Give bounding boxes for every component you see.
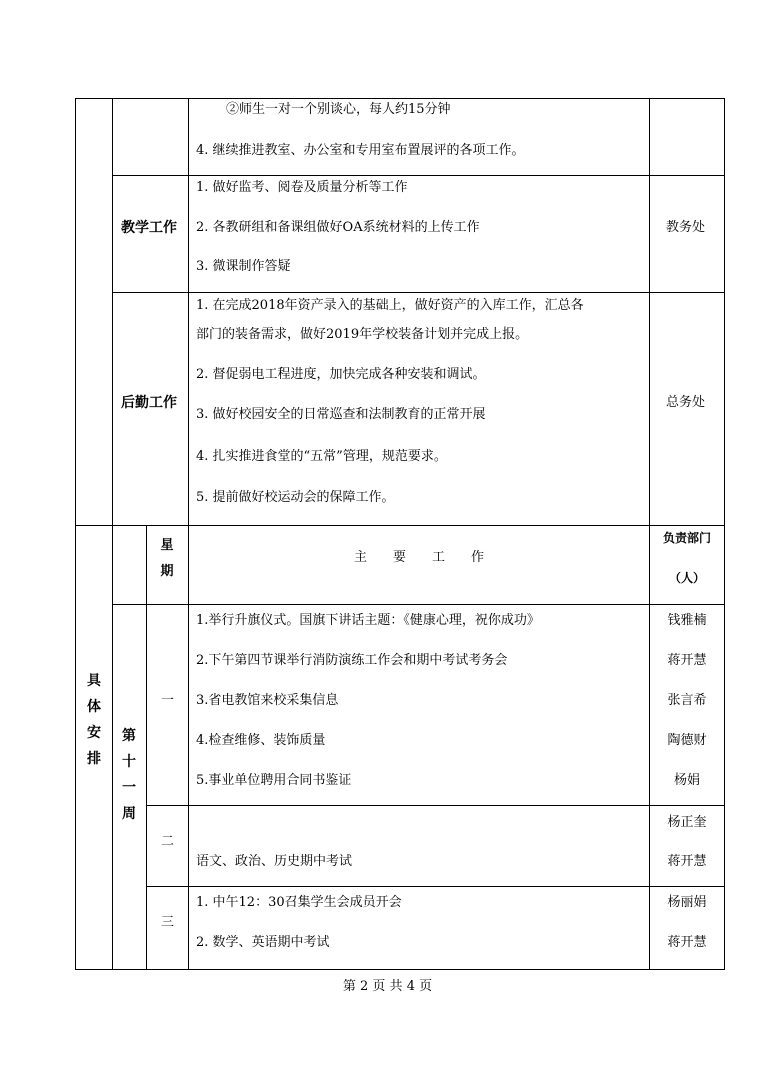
day1-item-1: 1.举行升旗仪式。国旗下讲话主题：《健康心理，祝你成功》 <box>196 613 540 628</box>
teaching-item-1: 1. 做好监考、阅卷及质量分析等工作 <box>196 180 408 195</box>
day1-person-4: 陶德财 <box>667 733 707 748</box>
day-label: 二 <box>160 834 174 849</box>
day-label: 一 <box>160 693 174 708</box>
header-main-work: 主 要 工 作 <box>353 550 484 565</box>
logistics-item-3: 3. 做好校园安全的日常巡查和法制教育的正常开展 <box>196 407 486 422</box>
day1-person-1: 钱雅楠 <box>667 613 707 628</box>
continued-item-1: ②师生一对一个别谈心，每人约15分钟 <box>226 102 451 117</box>
day1-item-4: 4.检查维修、装饰质量 <box>196 733 326 748</box>
continued-item-2: 4. 继续推进教室、办公室和专用室布置展评的各项工作。 <box>196 143 525 158</box>
day2-person-1: 杨正奎 <box>667 815 707 830</box>
section-label-char: 排 <box>87 751 101 767</box>
day1-person-2: 蒋开慧 <box>667 653 707 668</box>
day2-item-1: 语文、政治、历史期中考试 <box>196 854 353 869</box>
week-label-char: 一 <box>122 780 136 796</box>
week-label <box>115 728 143 832</box>
header-dept-line1: 负责部门 <box>662 531 711 545</box>
teaching-item-2: 2. 各教研组和备课组做好OA系统材料的上传工作 <box>196 220 480 235</box>
day1-person-5: 杨娟 <box>673 773 700 788</box>
header-weekday <box>150 538 184 590</box>
day2-person-2: 蒋开慧 <box>667 854 707 869</box>
day-label: 三 <box>160 915 174 930</box>
day3-person-1: 杨丽娟 <box>667 895 707 910</box>
category-logistics: 后勤工作 <box>121 395 177 411</box>
header-dept-line2: （人） <box>668 571 705 585</box>
dept-teaching: 教务处 <box>666 220 706 235</box>
header-weekday-char: 期 <box>160 564 174 579</box>
header-weekday-char: 星 <box>160 538 174 553</box>
day3-item-1: 1. 中午12：30召集学生会成员开会 <box>196 895 402 910</box>
category-teaching: 教学工作 <box>121 220 177 236</box>
day1-item-5: 5.事业单位聘用合同书鉴证 <box>196 773 352 788</box>
section-label-char: 体 <box>87 699 101 715</box>
dept-logistics: 总务处 <box>666 395 706 410</box>
day1-person-3: 张言希 <box>667 693 707 708</box>
section-label-char: 具 <box>87 673 101 689</box>
logistics-item-5: 5. 提前做好校运动会的保障工作。 <box>196 490 395 505</box>
teaching-item-3: 3. 微课制作答疑 <box>196 259 291 274</box>
week-label-char: 周 <box>122 806 136 822</box>
day3-person-2: 蒋开慧 <box>667 935 707 950</box>
logistics-item-1: 1. 在完成2018年资产录入的基础上，做好资产的入库工作，汇总各 <box>196 298 584 313</box>
day3-item-2: 2. 数学、英语期中考试 <box>196 935 330 950</box>
section-label <box>80 673 108 777</box>
section-label-char: 安 <box>87 725 101 741</box>
page-footer: 第 2 页 共 4 页 <box>342 979 433 994</box>
logistics-item-4: 4. 扎实推进食堂的“五常”管理，规范要求。 <box>196 449 447 464</box>
week-label-char: 十 <box>122 754 136 770</box>
day1-item-3: 3.省电教馆来校采集信息 <box>196 693 339 708</box>
logistics-item-1b: 部门的装备需求，做好2019年学校装备计划并完成上报。 <box>196 327 529 342</box>
week-label-char: 第 <box>122 728 136 744</box>
logistics-item-2: 2. 督促弱电工程进度，加快完成各种安装和调试。 <box>196 367 486 382</box>
day1-item-2: 2.下午第四节课举行消防演练工作会和期中考试考务会 <box>196 653 508 668</box>
